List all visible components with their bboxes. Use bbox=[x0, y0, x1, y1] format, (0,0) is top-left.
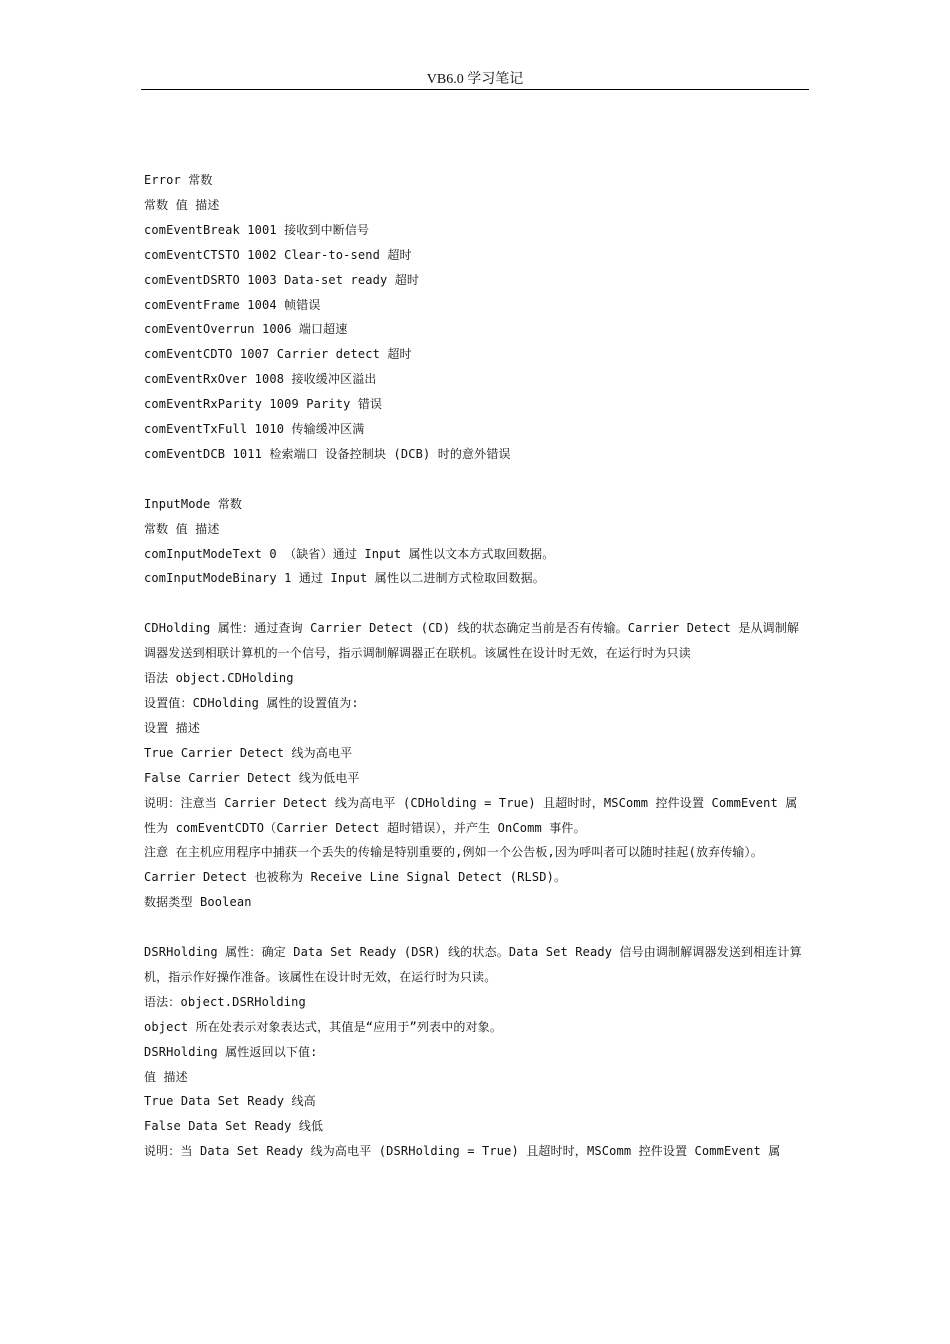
table-row: comEventDCB 1011 检索端口 设备控制块 (DCB) 时的意外错误 bbox=[144, 446, 511, 461]
property-description: CDHolding 属性：通过查询 Carrier Detect (CD) 线的状态确定当前是否有传输。Carrier Detect 是从调制解调器发送到相联计算机的一个信号，指示调制解调器正在联机。该属性在设计时无效，在运行时为只读 bbox=[144, 621, 800, 661]
section-title: InputMode 常数 bbox=[144, 496, 243, 511]
header-title: VB6.0 学习笔记 bbox=[426, 72, 524, 87]
inputmode-constants-section bbox=[144, 492, 808, 592]
table-row: False Data Set Ready 线低 bbox=[144, 1119, 324, 1134]
property-description: DSRHolding 属性：确定 Data Set Ready (DSR) 线的状态。Data Set Ready 信号由调制解调器发送到相连计算机，指示作好操作准备。该属性在设计时无效，在运行时为只读。 bbox=[144, 945, 802, 984]
page-header bbox=[141, 70, 809, 90]
remark-paragraph: 说明：注意当 Carrier Detect 线为高电平 (CDHolding = True) 且超时时，MSComm 控件设置 CommEvent 属性为 comEventCDTO（Carrier Detect 超时错误），并产生 OnComm 事件。 bbox=[144, 795, 798, 835]
table-row: comEventCDTO 1007 Carrier detect 超时 bbox=[144, 347, 412, 362]
syntax-line: 语法：object.DSRHolding bbox=[144, 994, 306, 1009]
object-description: object 所在处表示对象表达式，其值是“应用于”列表中的对象。 bbox=[144, 1019, 502, 1034]
table-row: comEventOverrun 1006 端口超速 bbox=[144, 322, 348, 337]
table-row: False Carrier Detect 线为低电平 bbox=[144, 770, 360, 785]
spacer bbox=[144, 591, 808, 616]
table-header: 常数 值 描述 bbox=[144, 197, 220, 212]
settings-intro: 设置值：CDHolding 属性的设置值为: bbox=[144, 696, 359, 710]
alias-line: Carrier Detect 也被称为 Receive Line Signal Detect (RLSD)。 bbox=[144, 870, 567, 885]
cdholding-section bbox=[144, 616, 808, 915]
table-row: True Carrier Detect 线为高电平 bbox=[144, 745, 353, 760]
note-paragraph: 注意 在主机应用程序中捕获一个丢失的传输是特别重要的,例如一个公告板,因为呼叫者可以随时挂起(放弃传输）。 bbox=[144, 845, 763, 860]
dsrholding-section bbox=[144, 940, 808, 1164]
table-header: 值 描述 bbox=[144, 1069, 188, 1084]
table-row: comEventRxParity 1009 Parity 错误 bbox=[144, 397, 383, 412]
table-row: comInputModeText 0 （缺省）通过 Input 属性以文本方式取回数据。 bbox=[144, 546, 555, 561]
table-header: 常数 值 描述 bbox=[144, 521, 220, 536]
spacer bbox=[144, 467, 808, 492]
document-body bbox=[144, 168, 808, 1164]
returns-intro: DSRHolding 属性返回以下值: bbox=[144, 1044, 318, 1059]
table-row: comEventBreak 1001 接收到中断信号 bbox=[144, 222, 370, 237]
table-row: comEventRxOver 1008 接收缓冲区溢出 bbox=[144, 372, 377, 387]
table-row: comEventDSRTO 1003 Data-set ready 超时 bbox=[144, 272, 420, 287]
table-row: True Data Set Ready 线高 bbox=[144, 1094, 316, 1109]
section-title: Error 常数 bbox=[144, 173, 213, 187]
table-header: 设置 描述 bbox=[144, 720, 200, 735]
spacer bbox=[144, 915, 808, 940]
table-row: comEventFrame 1004 帧错误 bbox=[144, 297, 321, 312]
error-constants-section bbox=[144, 168, 808, 467]
syntax-line: 语法 object.CDHolding bbox=[144, 671, 294, 686]
remark-paragraph: 说明：当 Data Set Ready 线为高电平 (DSRHolding = True) 且超时时，MSComm 控件设置 CommEvent 属 bbox=[144, 1144, 781, 1159]
data-type-line: 数据类型 Boolean bbox=[144, 895, 252, 910]
table-row: comInputModeBinary 1 通过 Input 属性以二进制方式检取回数据。 bbox=[144, 571, 545, 586]
table-row: comEventTxFull 1010 传输缓冲区满 bbox=[144, 422, 365, 437]
table-row: comEventCTSTO 1002 Clear-to-send 超时 bbox=[144, 247, 412, 262]
